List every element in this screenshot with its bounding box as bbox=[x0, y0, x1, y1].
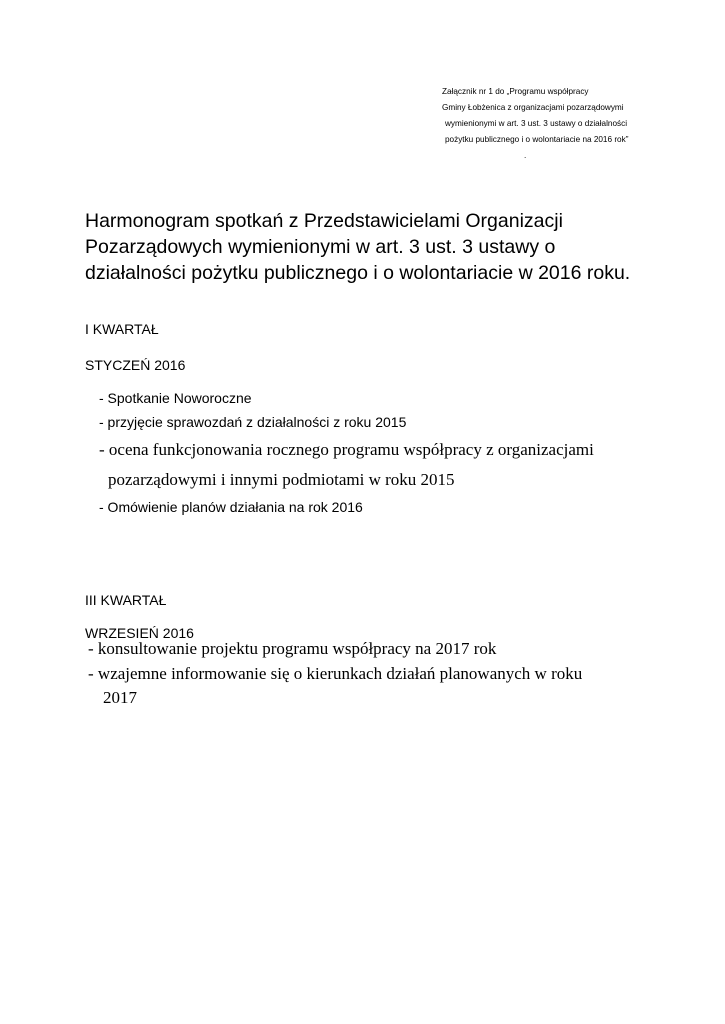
q1-item-plans: - Omówienie planów działania na rok 2016 bbox=[99, 499, 363, 515]
annex-line-5: . bbox=[524, 151, 527, 160]
quarter-3-heading: III KWARTAŁ bbox=[85, 592, 167, 608]
title-line-2: Pozarządowych wymienionymi w art. 3 ust. 3 ustawy o bbox=[85, 236, 556, 258]
q1-item-evaluation-line-1: - ocena funkcjonowania rocznego programu współpracy z organizacjami bbox=[99, 440, 594, 459]
q1-item-new-year-meeting: - Spotkanie Noworoczne bbox=[99, 390, 252, 406]
annex-note bbox=[440, 84, 710, 164]
q1-item-reports: - przyjęcie sprawozdań z działalności z roku 2015 bbox=[99, 414, 407, 430]
annex-line-4: pożytku publicznego i o wolontariacie na 2016 rok” bbox=[445, 135, 629, 144]
quarter-1-month: STYCZEŃ 2016 bbox=[85, 357, 186, 373]
annex-line-2: Gminy Łobżenica z organizacjami pozarządowymi bbox=[442, 103, 624, 112]
q1-item-evaluation-line-2: pozarządowymi i innymi podmiotami w roku 2015 bbox=[108, 470, 455, 489]
q3-item-information-line-2: 2017 bbox=[103, 688, 137, 707]
title-line-1: Harmonogram spotkań z Przedstawicielami Organizacji bbox=[85, 210, 563, 232]
document-title bbox=[85, 208, 705, 286]
annex-line-1: Załącznik nr 1 do „Programu współpracy bbox=[442, 87, 589, 96]
quarter-3-month: WRZESIEŃ 2016 bbox=[85, 625, 194, 641]
quarter-1-heading: I KWARTAŁ bbox=[85, 321, 159, 337]
q3-item-information-line-1: - wzajemne informowanie się o kierunkach działań planowanych w roku bbox=[88, 664, 583, 683]
title-line-3: działalności pożytku publicznego i o wolontariacie w 2016 roku. bbox=[85, 262, 631, 284]
annex-line-3: wymienionymi w art. 3 ust. 3 ustawy o działalności bbox=[445, 119, 628, 128]
q3-item-consultation: - konsultowanie projektu programu współpracy na 2017 rok bbox=[88, 639, 497, 658]
